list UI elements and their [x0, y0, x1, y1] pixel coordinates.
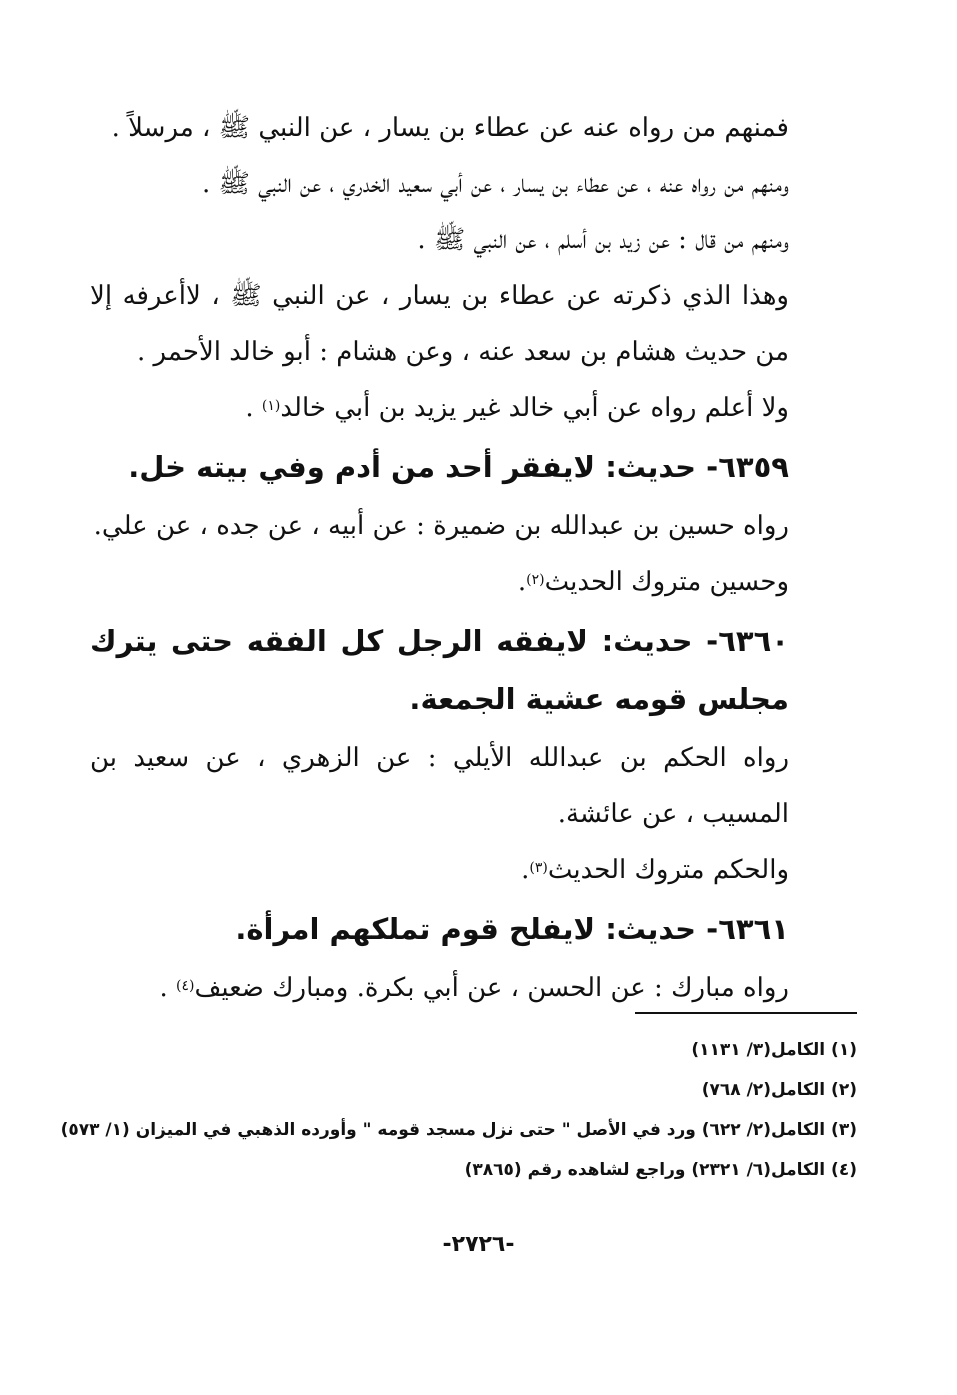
main-text: [90, 100, 839, 1016]
footnote-3: (٣) الكامل(٢/ ٦٢٢) ورد في الأصل " حتى نزل مسجد قومه " وأورده الذهبي في الميزان (١/ ٥٧٣): [60, 1120, 857, 1140]
hadith-text-6359: - حديث: لايفقر أحد من أدم وفي بيته خل.: [128, 450, 719, 484]
paragraph-10-text: رواه مبارك : عن الحسن ، عن أبي بكرة. ومبارك ضعيف: [194, 973, 789, 1003]
paragraph-4: وهذا الذي ذكرته عن عطاء بن يسار ، عن النبي ﷺ ، لاأعرفه إلا من حديث هشام بن سعد عنه ، وعن هشام : أبو خالد الأحمر .: [90, 281, 789, 367]
footnote-ref-3: (٣): [529, 860, 548, 876]
footnote-ref-1: (١): [261, 398, 281, 414]
paragraph-10-end: .: [159, 973, 176, 1003]
paragraph-3: ومنهم من قال : عن زيد بن أسلم ، عن النبي ﷺ .: [417, 225, 789, 255]
paragraph-2: ومنهم من رواه عنه ، عن عطاء بن يسار ، عن أبي سعيد الخدري ، عن النبي ﷺ .: [201, 169, 789, 199]
footnote-2: (٢) الكامل(٢/ ٧٦٨): [701, 1080, 857, 1100]
paragraph-5-end: .: [245, 393, 262, 423]
paragraph-7: [90, 554, 839, 610]
footnote-1: (١) الكامل(٣/ ١١٣١): [691, 1040, 857, 1060]
hadith-number-6359: ٦٣٥٩: [718, 450, 789, 484]
paragraph-5: [90, 380, 839, 436]
footnote-divider: [635, 1012, 857, 1014]
paragraph-8: رواه الحكم بن عبدالله الأيلي : عن الزهري ، عن سعيد بن المسيب ، عن عائشة.: [90, 743, 789, 829]
hadith-number-6361: ٦٣٦١: [718, 912, 789, 946]
paragraph-9: [90, 842, 839, 898]
paragraph-7-text: وحسين متروك الحديث: [544, 567, 789, 597]
paragraph-10: [90, 960, 839, 1016]
hadith-heading-6361: [90, 900, 839, 958]
paragraph-1: فمنهم من رواه عنه عن عطاء بن يسار ، عن النبي ﷺ ، مرسلاً .: [111, 113, 789, 143]
paragraph-9-text: والحكم متروك الحديث: [547, 855, 789, 885]
paragraph-9-end: .: [521, 855, 530, 885]
hadith-text-6361: - حديث: لايفلح قوم تملكهم امرأة.: [235, 912, 719, 946]
footnotes: [60, 1030, 857, 1190]
hadith-number-6360: ٦٣٦٠: [718, 624, 789, 658]
footnote-4: (٤) الكامل(٦/ ٢٣٢١) وراجع لشاهده رقم (٣٨٦٥): [464, 1160, 857, 1180]
hadith-heading-6360: [90, 612, 839, 728]
hadith-text-6360: - حديث: لايفقه الرجل كل الفقه حتى يترك مجلس قومه عشية الجمعة.: [90, 624, 789, 716]
footnote-ref-2: (٢): [526, 572, 545, 588]
paragraph-7-end: .: [517, 567, 527, 597]
hadith-heading-6359: [90, 438, 839, 496]
page-number: -٢٧٢٦-: [442, 1232, 515, 1257]
paragraph-5-text: ولا أعلم رواه عن أبي خالد غير يزيد بن أبي خالد: [280, 393, 789, 423]
footnote-ref-4: (٤): [175, 978, 195, 994]
paragraph-6: رواه حسين بن عبدالله بن ضميرة : عن أبيه ، عن جده ، عن علي.: [93, 511, 789, 541]
